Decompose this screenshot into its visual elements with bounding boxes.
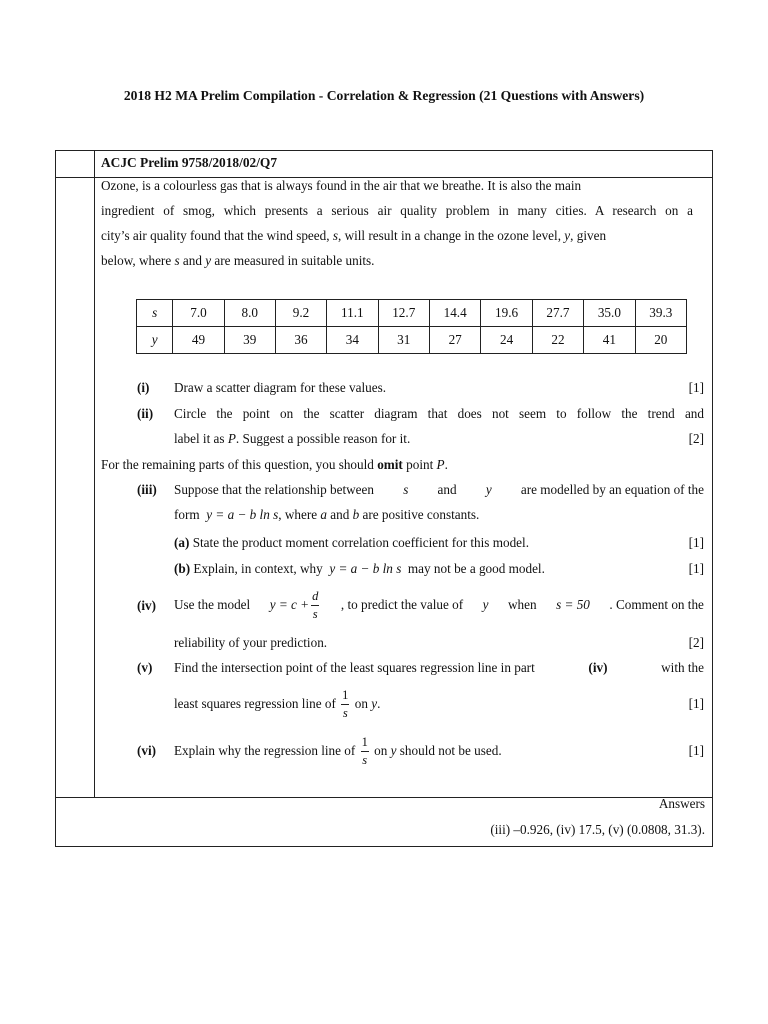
s-value: 35.0 bbox=[584, 300, 635, 327]
part-iii-a-marks: [1] bbox=[688, 535, 704, 550]
part-vi-text: Explain why the regression line of $\frac{1}{s}$ on y should not be used. bbox=[174, 735, 502, 767]
intro-line-4: below, where s and y are measured in suitable units. bbox=[101, 253, 375, 268]
part-i-text: Draw a scatter diagram for these values. bbox=[174, 380, 387, 395]
part-i-label: (i) bbox=[137, 380, 150, 395]
part-vi-label: (vi) bbox=[137, 743, 157, 758]
y-value: 36 bbox=[275, 327, 326, 354]
answers-text: (iii) –0.926, (iv) 17.5, (v) (0.0808, 31.3). bbox=[490, 822, 705, 837]
part-iii-b: (b) Explain, in context, why y = a − b ln s may not be a good model. bbox=[174, 561, 545, 576]
y-value: 49 bbox=[173, 327, 224, 354]
part-iv-line-2: reliability of your prediction. bbox=[174, 635, 328, 650]
part-iii-line-1: Suppose that the relationship between s and y are modelled by an equation of the bbox=[174, 482, 704, 497]
part-i-marks: [1] bbox=[688, 380, 704, 395]
s-value: 7.0 bbox=[173, 300, 224, 327]
row-label-s: s bbox=[137, 300, 173, 327]
part-ii-label: (ii) bbox=[137, 406, 154, 421]
part-iv-marks: [2] bbox=[688, 635, 704, 650]
table-row-s bbox=[137, 300, 687, 327]
column-divider bbox=[94, 151, 95, 797]
part-ii-line-2: label it as P. Suggest a possible reason for it. bbox=[174, 431, 411, 446]
y-value: 39 bbox=[224, 327, 275, 354]
fraction-d-over-s: $\frac{d}{s}$ bbox=[312, 589, 319, 621]
part-iv-label: (iv) bbox=[137, 598, 157, 613]
intro-line-1: Ozone, is a colourless gas that is always found in the air that we breathe. It is also the main bbox=[101, 178, 582, 193]
part-vi-marks: [1] bbox=[688, 743, 704, 758]
document-title: 2018 H2 MA Prelim Compilation - Correlation & Regression (21 Questions with Answers) bbox=[123, 88, 645, 103]
part-ii-line-1: Circle the point on the scatter diagram that does not seem to follow the trend and bbox=[174, 406, 704, 421]
s-value: 8.0 bbox=[224, 300, 275, 327]
part-iv-line-1: Use the model y = c + $\frac{d}{s}$ , to predict the value of y when s = 50 . Comment on the bbox=[174, 589, 704, 621]
s-value: 14.4 bbox=[429, 300, 480, 327]
y-value: 34 bbox=[327, 327, 378, 354]
model-equation: y = a − b ln s bbox=[206, 507, 279, 522]
s-value: 12.7 bbox=[378, 300, 429, 327]
y-value: 41 bbox=[584, 327, 635, 354]
y-value: 31 bbox=[378, 327, 429, 354]
answers-divider bbox=[56, 797, 712, 798]
s-value: 39.3 bbox=[635, 300, 686, 327]
part-iii-line-2: form y = a − b ln s, where a and b are positive constants. bbox=[174, 507, 480, 522]
intro-line-2: ingredient of smog, which presents a serious air quality problem in many cities. A research on a bbox=[101, 203, 693, 218]
s-value: 9.2 bbox=[275, 300, 326, 327]
fraction-1-over-s: $\frac{1}{s}$ bbox=[361, 735, 368, 767]
part-v-marks: [1] bbox=[688, 696, 704, 711]
part-iii-a: (a) State the product moment correlation coefficient for this model. bbox=[174, 535, 529, 550]
y-value: 20 bbox=[635, 327, 686, 354]
answers-heading: Answers bbox=[658, 796, 705, 811]
omit-instruction: For the remaining parts of this question, you should omit point P. bbox=[101, 457, 448, 472]
fraction-1-over-s: $\frac{1}{s}$ bbox=[342, 688, 349, 720]
part-v-label: (v) bbox=[137, 660, 153, 675]
y-value: 24 bbox=[481, 327, 532, 354]
intro-line-3: city’s air quality found that the wind speed, s, will result in a change in the ozone level, y, given bbox=[101, 228, 607, 243]
s-value: 19.6 bbox=[481, 300, 532, 327]
table-row-y bbox=[137, 327, 687, 354]
s-value: 11.1 bbox=[327, 300, 378, 327]
part-v-line-2: least squares regression line of $\frac{1}{s}$ on y . bbox=[174, 688, 381, 720]
part-iii-label: (iii) bbox=[137, 482, 157, 497]
y-value: 27 bbox=[429, 327, 480, 354]
y-value: 22 bbox=[532, 327, 583, 354]
part-iii-b-marks: [1] bbox=[688, 561, 704, 576]
data-table bbox=[136, 299, 687, 354]
part-ii-marks: [2] bbox=[688, 431, 704, 446]
part-v-line-1: Find the intersection point of the least squares regression line in part (iv) with the bbox=[174, 660, 704, 675]
s-value: 27.7 bbox=[532, 300, 583, 327]
question-id: ACJC Prelim 9758/2018/02/Q7 bbox=[101, 155, 278, 170]
row-label-y: y bbox=[137, 327, 173, 354]
